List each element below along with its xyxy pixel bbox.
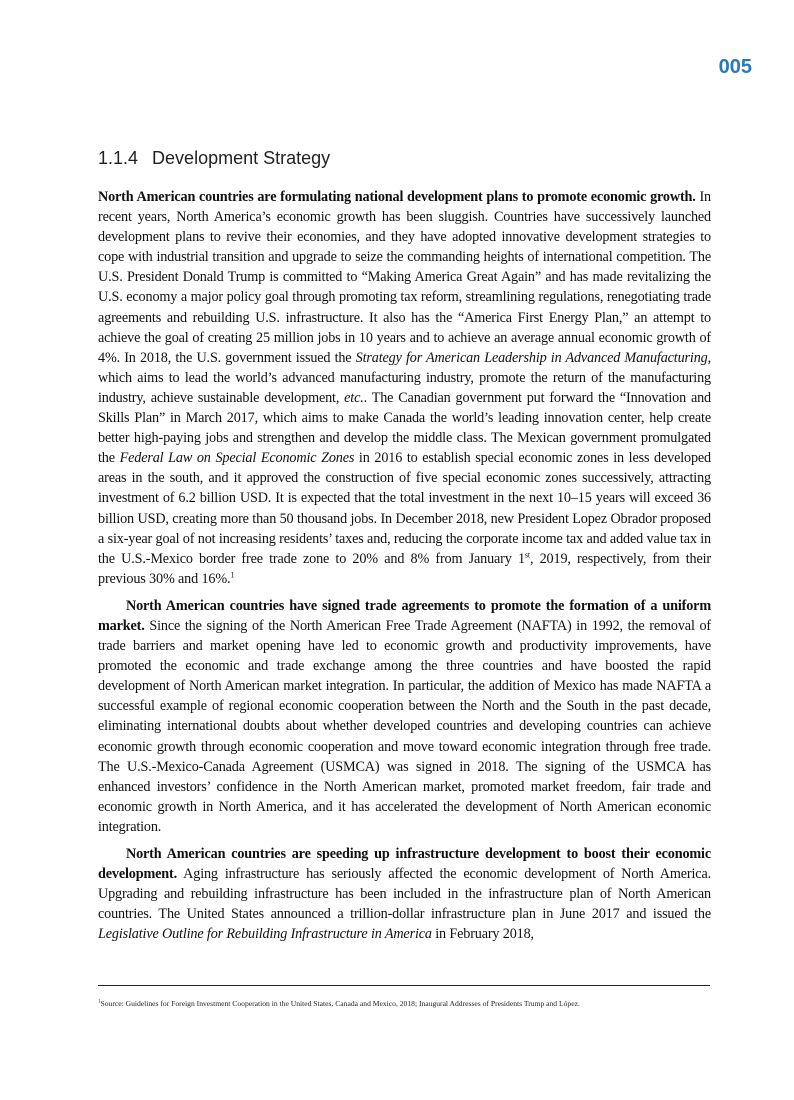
paragraph-lead: North American countries are formulating national development plans to promote economic growth. — [98, 189, 696, 205]
superscript: 1 — [230, 570, 235, 580]
superscript: st — [524, 549, 530, 559]
footnote-divider — [98, 985, 710, 986]
paragraph-trade-agreements: North American countries have signed trade agreements to promote the formation of a uniform market. Since the signing of the North American Free Trade Agreement (NAFTA) in 1992, the removal of trade barriers and market opening have led to economic growth and productivity improvements, have promoted the economic and trade exchange among the three countries and have boosted the rapid development of North American market integration. In particular, the addition of Mexico has made NAFTA a successful example of regional economic cooperation between the North and the South in the past decade, eliminating international doubts about whether developed countries and developing countries can achieve economic growth through economic cooperation and move toward economic integration through free trade. The U.S.-Mexico-Canada Agreement (USMCA) was signed in 2018. The signing of the USMCA has enhanced investors’ confidence in the North American market, promoted market freedom, fair trade and economic growth in North America, and it has accelerated the development of North American economic integration. — [98, 597, 711, 835]
body-text — [98, 187, 711, 951]
paragraph-infrastructure: North American countries are speeding up infrastructure development to boost their economic development. Aging infrastructure has seriously affected the economic development of North America. Upgrading and rebuilding infrastructure has been included in the infrastructure plan of North American countries. The United States announced a trillion-dollar infrastructure plan in June 2017 and issued the Legislative Outline for Rebuilding Infrastructure in America in February 2018, — [98, 846, 711, 943]
section-title: Development Strategy — [152, 148, 331, 168]
italic-title: Federal Law on Special Economic Zones — [119, 450, 355, 467]
paragraph-lead: North American countries have signed trade agreements to promote the formation of a uniform market. — [98, 597, 711, 634]
footnote — [98, 999, 718, 1008]
page-number: 005 — [718, 56, 752, 78]
section-number: 1.1.4 — [98, 148, 139, 168]
footnote-marker: 1 — [98, 999, 101, 1005]
section-heading — [98, 148, 330, 169]
paragraph-lead: North American countries are speeding up infrastructure development to boost their economic development. — [98, 846, 711, 883]
italic-title: Legislative Outline for Rebuilding Infrastructure in America — [98, 926, 432, 943]
paragraph-development-plans: North American countries are formulating national development plans to promote economic growth. In recent years, North America’s economic growth has been sluggish. Countries have successively launched development plans to revive their economies, and they have adopted innovative development strategies to cope with industrial transition and upgrade to seize the commanding heights of international competition. The U.S. President Donald Trump is committed to “Making America Great Again” and has made revitalizing the U.S. economy a major policy goal through promoting tax reform, streamlining regulations, renegotiating trade agreements and rebuilding U.S. infrastructure. It also has the “America First Energy Plan,” an attempt to achieve the goal of creating 25 million jobs in 10 years and to achieve an average annual economic growth of 4%. In 2018, the U.S. government issued the Strategy for American Leadership in Advanced Manufacturing, which aims to lead the world’s advanced manufacturing industry, promote the return of the manufacturing industry, achieve sustainable development, etc.. The Canadian government put forward the “Innovation and Skills Plan” in March 2017, which aims to make Canada the world’s leading innovation center, help create better high-paying jobs and strengthen and develop the middle class. The Mexican government promulgated the Federal Law on Special Economic Zones in 2016 to establish special economic zones in less developed areas in the south, and it approved the construction of five special economic zones successively, attracting investment of 6.2 billion USD. It is expected that the total investment in the next 10–15 years will exceed 36 billion USD, creating more than 50 thousand jobs. In December 2018, new President Lopez Obrador proposed a six-year goal of not increasing residents’ taxes and, reducing the corporate income tax and added value tax in the U.S.-Mexico border free trade zone to 20% and 8% from January 1st, 2019, respectively, from their previous 30% and 16%.$^1$ — [98, 189, 711, 587]
footnote-text: Source: Guidelines for Foreign Investment Cooperation in the United States, Canada and Mexico, 2018; Inaugural Addresses of Presidents Trump and López. — [100, 999, 580, 1008]
italic-title: Strategy for American Leadership in Advanced Manufacturing — [355, 349, 708, 366]
italic-title: etc. — [344, 389, 364, 406]
